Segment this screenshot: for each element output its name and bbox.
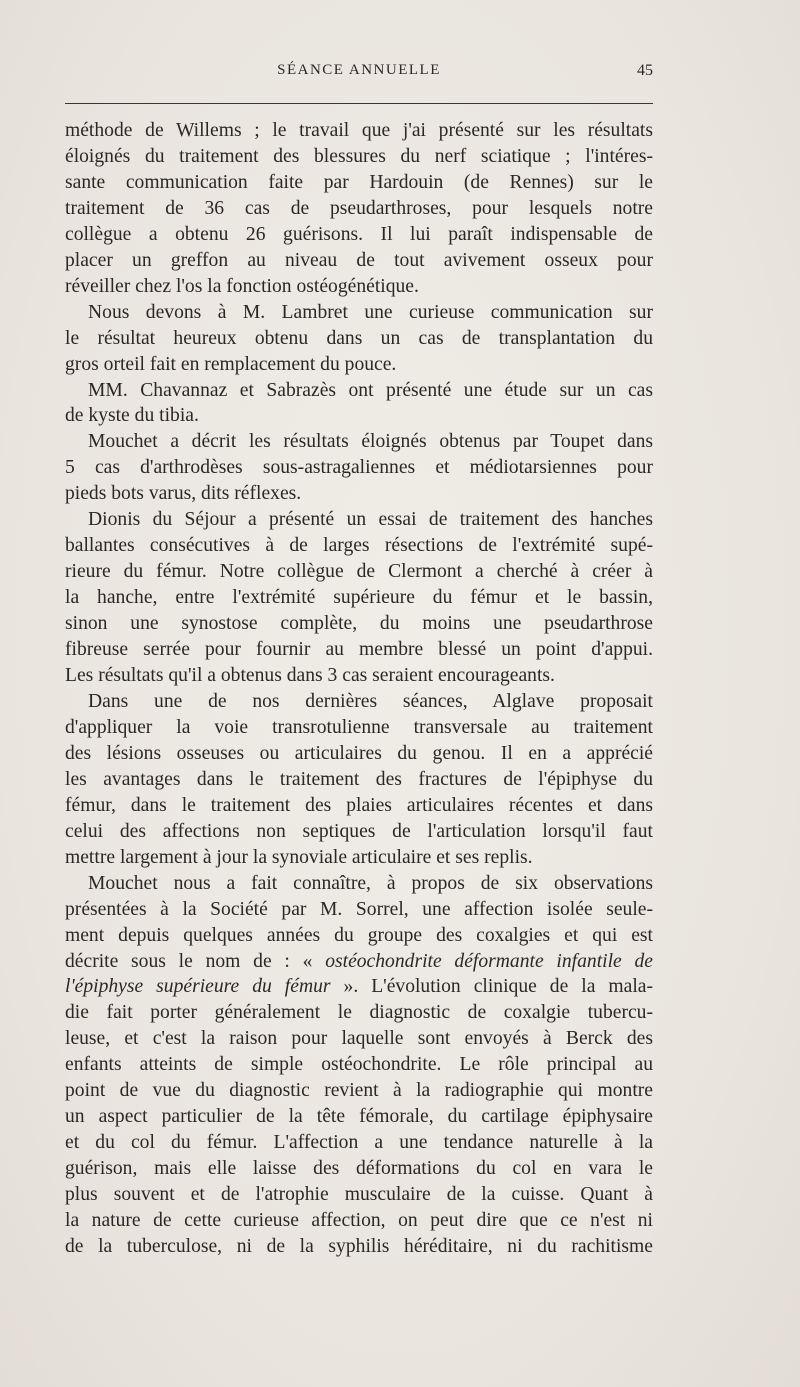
header-rule <box>65 103 653 104</box>
text-run: décrite sous le nom de : « <box>65 950 326 972</box>
page-number: 45 <box>637 62 653 79</box>
text-run: ». L'évolution clinique de la mala- <box>330 976 654 998</box>
text-line: leuse, et c'est la raison pour laquelle sont envoyés à Berck des <box>65 1028 653 1050</box>
text-line: placer un greffon au niveau de tout avivement osseux pour <box>65 249 653 271</box>
text-line: sante communication faite par Hardouin (de Rennes) sur le <box>65 171 653 193</box>
text-line: éloignés du traitement des blessures du nerf sciatique ; l'intéres- <box>65 145 653 167</box>
text-line: guérison, mais elle laisse des déformations du col en vara le <box>65 1158 653 1180</box>
text-line: Nous devons à M. Lambret une curieuse communication sur <box>88 301 653 323</box>
text-line: de la tuberculose, ni de la syphilis héréditaire, ni du rachitisme <box>65 1235 653 1257</box>
text-line: mettre largement à jour la synoviale articulaire et ses replis. <box>65 846 533 868</box>
text-line: gros orteil fait en remplacement du pouce. <box>65 353 397 375</box>
text-line: le résultat heureux obtenu dans un cas de transplantation du <box>65 327 653 349</box>
text-line: traitement de 36 cas de pseudarthroses, pour lesquels notre <box>65 197 653 219</box>
italic-title: l'épiphyse supérieure du fémur <box>65 976 331 998</box>
text-line: point de vue du diagnostic revient à la radiographie qui montre <box>65 1080 653 1102</box>
italic-title: ostéochondrite déformante infantile de <box>325 950 653 972</box>
text-line: 5 cas d'arthrodèses sous-astragaliennes et médiotarsiennes pour <box>65 457 653 479</box>
text-line: et du col du fémur. L'affection a une tendance naturelle à la <box>65 1132 653 1154</box>
running-header <box>65 62 653 86</box>
text-line: collègue a obtenu 26 guérisons. Il lui paraît indispensable de <box>65 223 653 245</box>
text-line: MM. Chavannaz et Sabrazès ont présenté une étude sur un cas <box>88 379 653 401</box>
text-line: ballantes consécutives à de larges résections de l'extrémité supé- <box>65 535 653 557</box>
text-line: ment depuis quelques années du groupe des coxalgies et qui est <box>65 924 653 946</box>
text-line: un aspect particulier de la tête fémorale, du cartilage épiphysaire <box>65 1106 653 1128</box>
text-line <box>65 974 653 1000</box>
text-line: Dans une de nos dernières séances, Alglave proposait <box>88 690 653 712</box>
text-line <box>65 949 653 975</box>
body-text <box>65 118 653 1260</box>
text-line: rieure du fémur. Notre collègue de Clermont a cherché à créer à <box>65 561 653 583</box>
text-line: enfants atteints de simple ostéochondrite. Le rôle principal au <box>65 1054 653 1076</box>
text-line: des lésions osseuses ou articulaires du genou. Il en a apprécié <box>65 742 653 764</box>
text-line: pieds bots varus, dits réflexes. <box>65 483 302 505</box>
text-line: de kyste du tibia. <box>65 405 199 427</box>
text-line: die fait porter généralement le diagnostic de coxalgie tubercu- <box>65 1002 653 1024</box>
text-line: la hanche, entre l'extrémité supérieure du fémur et le bassin, <box>65 587 653 609</box>
text-line: la nature de cette curieuse affection, on peut dire que ce n'est ni <box>65 1210 653 1232</box>
text-line: sinon une synostose complète, du moins une pseudarthrose <box>65 613 653 635</box>
running-title: SÉANCE ANNUELLE <box>277 62 441 78</box>
text-line: Mouchet nous a fait connaître, à propos de six observations <box>88 872 653 894</box>
text-line: Les résultats qu'il a obtenus dans 3 cas seraient encourageants. <box>65 665 555 687</box>
text-line: Dionis du Séjour a présenté un essai de traitement des hanches <box>88 509 653 531</box>
text-line: plus souvent et de l'atrophie musculaire de la cuisse. Quant à <box>65 1184 653 1206</box>
text-line: fémur, dans le traitement des plaies articulaires récentes et dans <box>65 794 653 816</box>
text-line: présentées à la Société par M. Sorrel, une affection isolée seule- <box>65 898 653 920</box>
text-line: réveiller chez l'os la fonction ostéogénétique. <box>65 275 419 297</box>
text-line: fibreuse serrée pour fournir au membre blessé un point d'appui. <box>65 639 653 661</box>
text-line: méthode de Willems ; le travail que j'ai présenté sur les résultats <box>65 120 653 141</box>
text-line: les avantages dans le traitement des fractures de l'épiphyse du <box>65 768 653 790</box>
text-line: Mouchet a décrit les résultats éloignés obtenus par Toupet dans <box>88 431 653 453</box>
text-line: d'appliquer la voie transrotulienne transversale au traitement <box>65 716 653 738</box>
text-line: celui des affections non septiques de l'articulation lorsqu'il faut <box>65 820 653 842</box>
